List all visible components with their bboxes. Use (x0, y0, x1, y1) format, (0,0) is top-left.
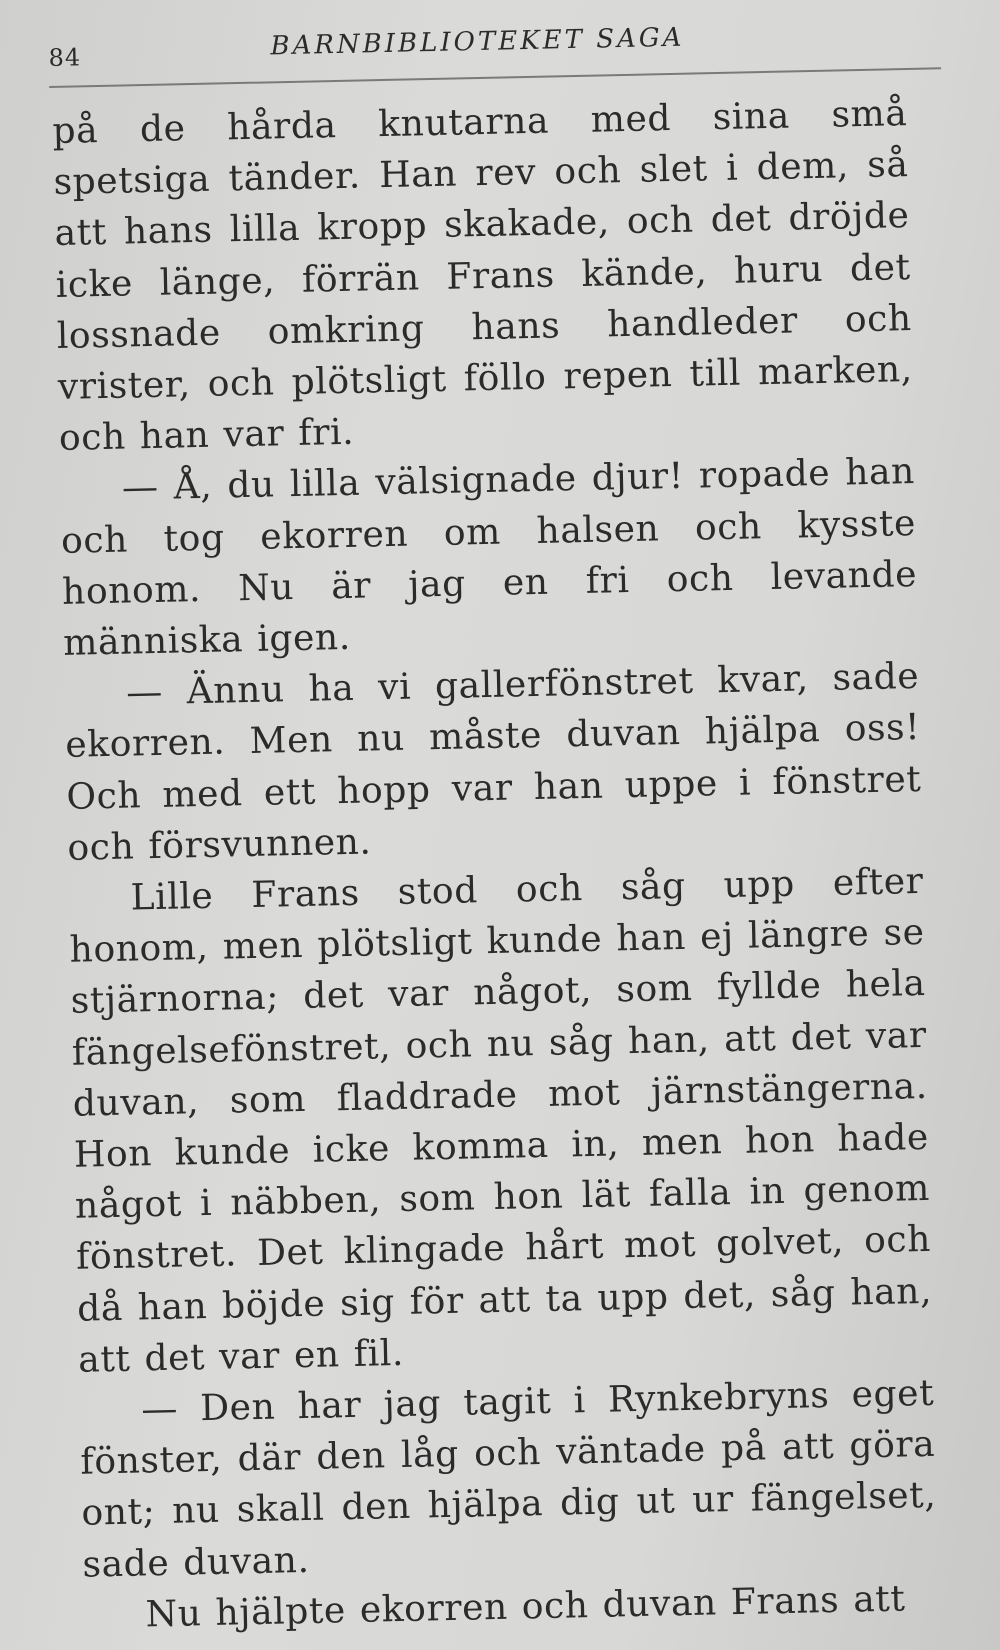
paragraph: — Å, du lilla välsignade djur! ropade han och tog ekorren om halsen och kysste honom. Nu är jag en fri och levande människa igen. (60, 451, 918, 664)
running-head: BARNBIBLIOTEKET SAGA (270, 22, 685, 62)
paragraph: Nu hjälpte ekorren och duvan Frans att (145, 1578, 906, 1636)
body-text (52, 88, 939, 1642)
paragraph: Lille Frans stod och såg upp efter honom, men plötsligt kunde han ej längre se stjärnorna; det var något, som fyllde hela fängelsefönstret, och nu såg han, att det var duvan, som fladdrade mot järnstängerna. Hon kunde icke komma in, men hon hade något i näbben, som hon lät falla in genom fönstret. Det klingade hårt mot golvet, och då han böjde sig för att ta upp det, såg han, att det var en fil. (69, 860, 933, 1381)
page-number: 84 (48, 43, 82, 72)
page-header (48, 9, 941, 88)
paragraph: på de hårda knutarna med sina små spetsiga tänder. Han rev och slet i dem, så att hans lilla kropp skakade, och det dröjde icke länge, förrän Frans kände, huru det lossnade omkring hans handleder och vrister, och plötsligt föllo repen till marken, och han var fri. (52, 93, 914, 460)
paragraph: — Den har jag tagit i Rynkebryns eget fönster, där den låg och väntade på att göra ont; nu skall den hjälpa dig ut ur fängelset, sade duvan. (79, 1372, 937, 1586)
paragraph: — Ännu ha vi gallerfönstret kvar, sade ekorren. Men nu måste duvan hjälpa oss! Och med ett hopp var han uppe i fönstret och försvunnen. (64, 656, 922, 869)
header-rule (49, 67, 941, 88)
